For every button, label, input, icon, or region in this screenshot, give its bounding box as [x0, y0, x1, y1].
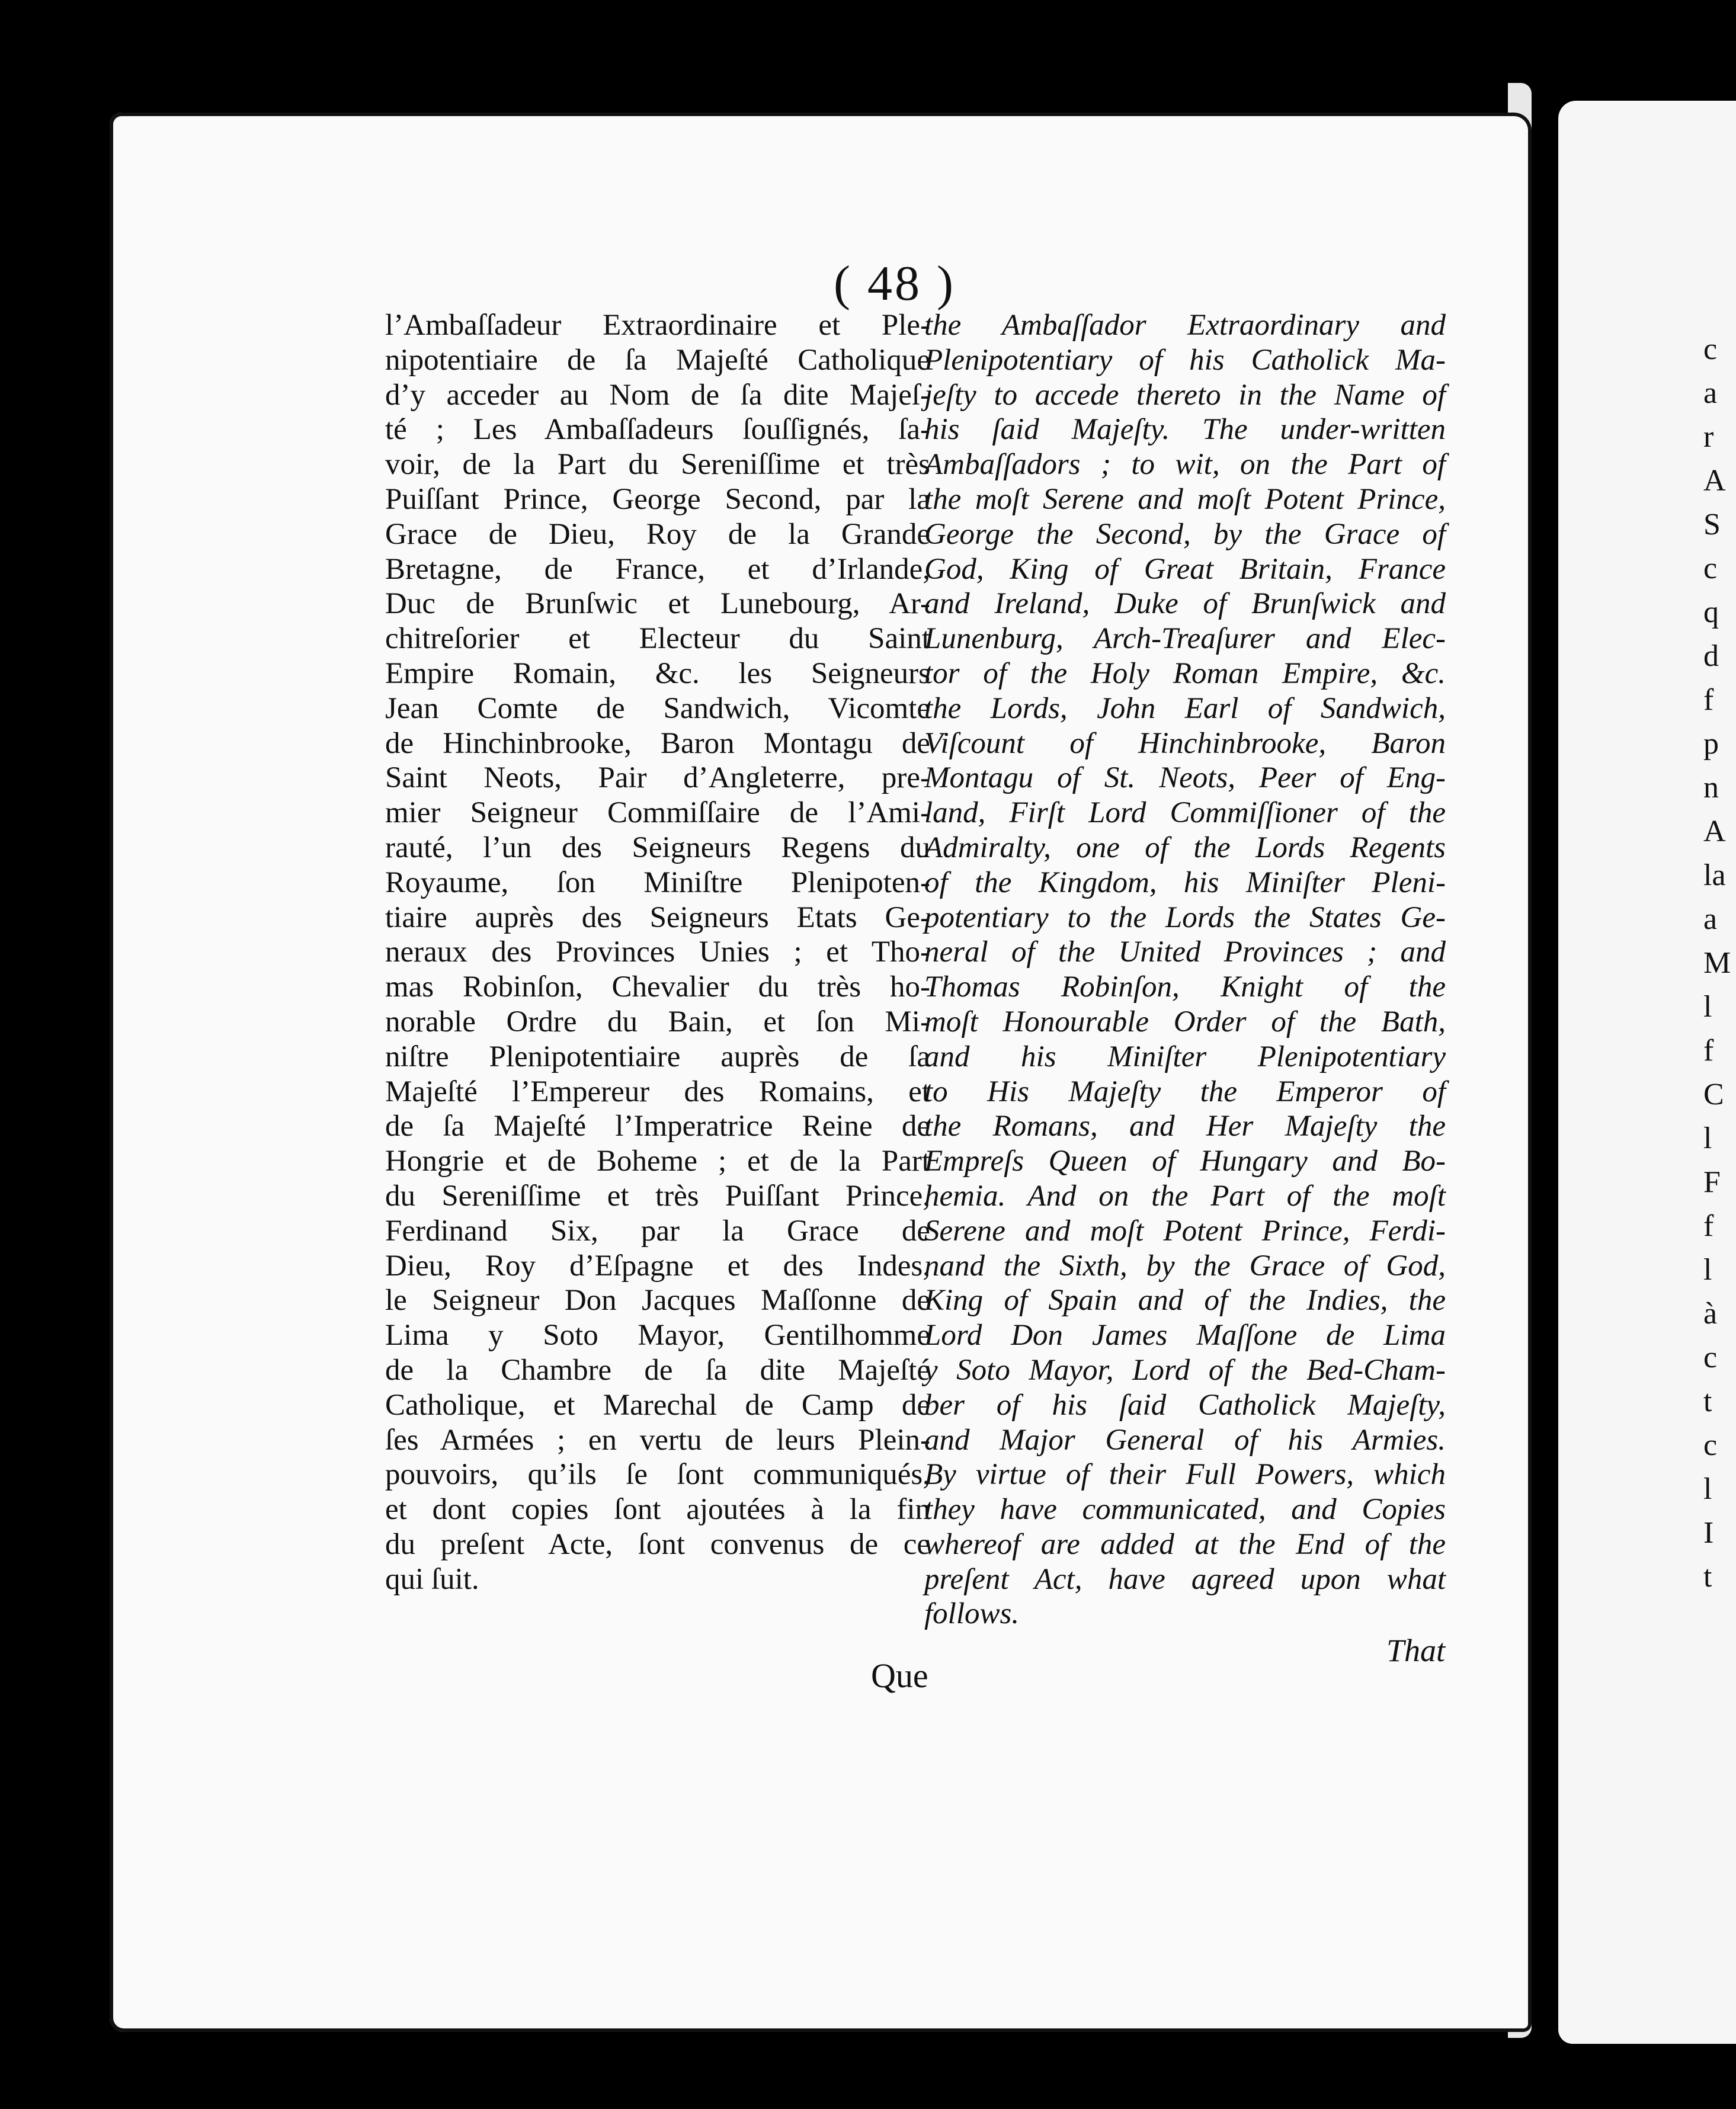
- text-line: Lord Don James Maſſone de Lima: [924, 1319, 1446, 1352]
- text-line: and Ireland, Duke of Brunſwick and: [924, 587, 1446, 621]
- text-line: Empire Romain, &c. les Seigneurs: [385, 656, 930, 690]
- facing-page-fragment: n: [1703, 771, 1719, 805]
- facing-page-fragment: c: [1703, 1341, 1718, 1374]
- text-line: Admiralty, one of the Lords Regents: [924, 831, 1446, 864]
- facing-page-fragment: f: [1703, 1209, 1714, 1243]
- text-line: they have communicated, and Copies: [924, 1493, 1446, 1527]
- text-line: to His Majeſty the Emperor of: [924, 1075, 1446, 1108]
- text-line: Hongrie et de Boheme ; et de la Part: [385, 1145, 930, 1178]
- text-line: the moſt Serene and moſt Potent Prince,: [924, 482, 1446, 516]
- text-line: Serene and moſt Potent Prince, Ferdi-: [924, 1214, 1446, 1248]
- text-line: moſt Honourable Order of the Bath,: [924, 1005, 1446, 1039]
- french-column: [385, 308, 930, 1597]
- text-line: preſent Act, have agreed upon what: [924, 1562, 1446, 1596]
- text-line: follows.: [924, 1597, 1020, 1631]
- text-line: du preſent Acte, ſont convenus de ce: [385, 1527, 930, 1561]
- text-line: Lunenburg, Arch-Treaſurer and Elec-: [924, 622, 1446, 656]
- text-line: Duc de Brunſwic et Lunebourg, Ar-: [385, 587, 930, 621]
- text-line: whereof are added at the End of the: [924, 1527, 1446, 1561]
- text-line: King of Spain and of the Indies, the: [924, 1284, 1446, 1318]
- text-line: et dont copies ſont ajoutées à la fin: [385, 1493, 930, 1527]
- facing-page-fragment: l: [1703, 1472, 1712, 1506]
- text-line: and his Miniſter Plenipotentiary: [924, 1040, 1446, 1073]
- text-line: and Major General of his Armies.: [924, 1423, 1446, 1457]
- text-line: ſes Armées ; en vertu de leurs Plein-: [385, 1423, 930, 1457]
- text-line: the Ambaſſador Extraordinary and: [924, 309, 1446, 342]
- text-line: norable Ordre du Bain, et ſon Mi-: [385, 1005, 930, 1039]
- text-line: neraux des Provinces Unies ; et Tho-: [385, 935, 930, 969]
- text-line: Royaume, ſon Miniſtre Plenipoten-: [385, 866, 930, 899]
- text-line: Saint Neots, Pair d’Angleterre, pre-: [385, 761, 930, 795]
- text-line: qui ſuit.: [385, 1562, 479, 1596]
- text-line: Puiſſant Prince, George Second, par la: [385, 482, 930, 516]
- text-line: de Hinchinbrooke, Baron Montagu de: [385, 726, 930, 760]
- text-line: potentiary to the Lords the States Ge-: [924, 900, 1446, 934]
- text-line: Dieu, Roy d’Eſpagne et des Indes,: [385, 1249, 930, 1283]
- text-line: nand the Sixth, by the Grace of God,: [924, 1249, 1446, 1283]
- facing-page-fragment: l: [1703, 1253, 1712, 1287]
- text-line: mas Robinſon, Chevalier du très ho-: [385, 970, 930, 1004]
- catchword-english: That: [1386, 1633, 1446, 1668]
- text-line: l’Ambaſſadeur Extraordinaire et Ple-: [385, 309, 930, 342]
- facing-page-fragment: I: [1703, 1516, 1714, 1550]
- facing-page-fragment: f: [1703, 1034, 1714, 1068]
- facing-page-fragment: A: [1703, 815, 1726, 848]
- text-line: Jean Comte de Sandwich, Vicomte: [385, 691, 930, 725]
- facing-page-fragment: r: [1703, 420, 1714, 454]
- text-line: the Romans, and Her Majeſty the: [924, 1110, 1446, 1143]
- text-line: Ambaſſadors ; to wit, on the Part of: [924, 448, 1446, 482]
- text-line: ber of his ſaid Catholick Majeſty,: [924, 1388, 1446, 1422]
- facing-page-fragment: c: [1703, 332, 1718, 366]
- text-line: tor of the Holy Roman Empire, &c.: [924, 656, 1446, 690]
- facing-page-fragment: t: [1703, 1560, 1712, 1594]
- facing-page-fragment: a: [1703, 902, 1718, 936]
- text-line: Catholique, et Marechal de Camp de: [385, 1388, 930, 1422]
- text-line: rauté, l’un des Seigneurs Regens du: [385, 831, 930, 864]
- text-line: By virtue of their Full Powers, which: [924, 1458, 1446, 1492]
- facing-page-fragment: d: [1703, 639, 1719, 673]
- facing-page-fragment: la: [1703, 858, 1726, 892]
- facing-page-fragment: A: [1703, 464, 1726, 498]
- text-line: té ; Les Ambaſſadeurs ſouſſignés, ſa-: [385, 413, 930, 447]
- english-column: [924, 308, 1446, 1632]
- facing-page-fragment: l: [1703, 1121, 1712, 1155]
- text-line: d’y acceder au Nom de ſa dite Majeſ-: [385, 378, 930, 412]
- facing-page-fragment: F: [1703, 1165, 1721, 1199]
- text-line: neral of the United Provinces ; and: [924, 935, 1446, 969]
- text-line: land, Firſt Lord Commiſſioner of the: [924, 796, 1446, 830]
- text-line: Empreſs Queen of Hungary and Bo-: [924, 1145, 1446, 1178]
- text-line: nipotentiaire de ſa Majeſté Catholique: [385, 343, 930, 377]
- facing-page-fragment: q: [1703, 595, 1719, 629]
- facing-page-fragment: c: [1703, 552, 1718, 585]
- facing-page-fragment: f: [1703, 683, 1714, 717]
- text-line: y Soto Mayor, Lord of the Bed-Cham-: [924, 1353, 1446, 1387]
- text-line: jeſty to accede thereto in the Name of: [924, 378, 1446, 412]
- text-line: hemia. And on the Part of the moſt: [924, 1179, 1446, 1213]
- facing-page-fragment: p: [1703, 727, 1719, 761]
- text-line: tiaire auprès des Seigneurs Etats Ge-: [385, 900, 930, 934]
- text-line: Viſcount of Hinchinbrooke, Baron: [924, 726, 1446, 760]
- text-line: pouvoirs, qu’ils ſe ſont communiqués,: [385, 1458, 930, 1492]
- facing-page-fragment: c: [1703, 1428, 1718, 1462]
- text-line: Bretagne, de France, et d’Irlande,: [385, 552, 930, 586]
- catchword-french: Que: [871, 1656, 928, 1695]
- page-number: ( 48 ): [834, 256, 956, 311]
- text-line: de la Chambre de ſa dite Majeſté: [385, 1353, 930, 1387]
- text-line: du Sereniſſime et très Puiſſant Prince,: [385, 1179, 930, 1213]
- facing-page-fragment: S: [1703, 508, 1721, 541]
- facing-page-fragment: a: [1703, 376, 1718, 410]
- facing-page-fragment: à: [1703, 1297, 1718, 1331]
- text-line: chitreſorier et Electeur du Saint: [385, 622, 930, 656]
- text-line: Thomas Robinſon, Knight of the: [924, 970, 1446, 1004]
- text-line: Lima y Soto Mayor, Gentilhomme: [385, 1319, 930, 1352]
- text-line: Majeſté l’Empereur des Romains, et: [385, 1075, 930, 1108]
- facing-page-fragment: t: [1703, 1384, 1712, 1418]
- text-line: de ſa Majeſté l’Imperatrice Reine de: [385, 1110, 930, 1143]
- text-line: Ferdinand Six, par la Grace de: [385, 1214, 930, 1248]
- text-line: George the Second, by the Grace of: [924, 517, 1446, 551]
- text-line: mier Seigneur Commiſſaire de l’Ami-: [385, 796, 930, 830]
- text-line: niſtre Plenipotentiaire auprès de ſa: [385, 1040, 930, 1073]
- text-line: Plenipotentiary of his Catholick Ma-: [924, 343, 1446, 377]
- text-line: Grace de Dieu, Roy de la Grande: [385, 517, 930, 551]
- text-line: his ſaid Majeſty. The under-written: [924, 413, 1446, 447]
- text-line: voir, de la Part du Sereniſſime et très: [385, 448, 930, 482]
- facing-page-fragment: C: [1703, 1078, 1724, 1111]
- text-line: God, King of Great Britain, France: [924, 552, 1446, 586]
- facing-page-fragment: M: [1703, 946, 1731, 980]
- text-line: Montagu of St. Neots, Peer of Eng-: [924, 761, 1446, 795]
- facing-page-fragment: l: [1703, 990, 1712, 1024]
- text-line: le Seigneur Don Jacques Maſſonne de: [385, 1284, 930, 1318]
- text-line: the Lords, John Earl of Sandwich,: [924, 691, 1446, 725]
- text-line: of the Kingdom, his Miniſter Pleni-: [924, 866, 1446, 899]
